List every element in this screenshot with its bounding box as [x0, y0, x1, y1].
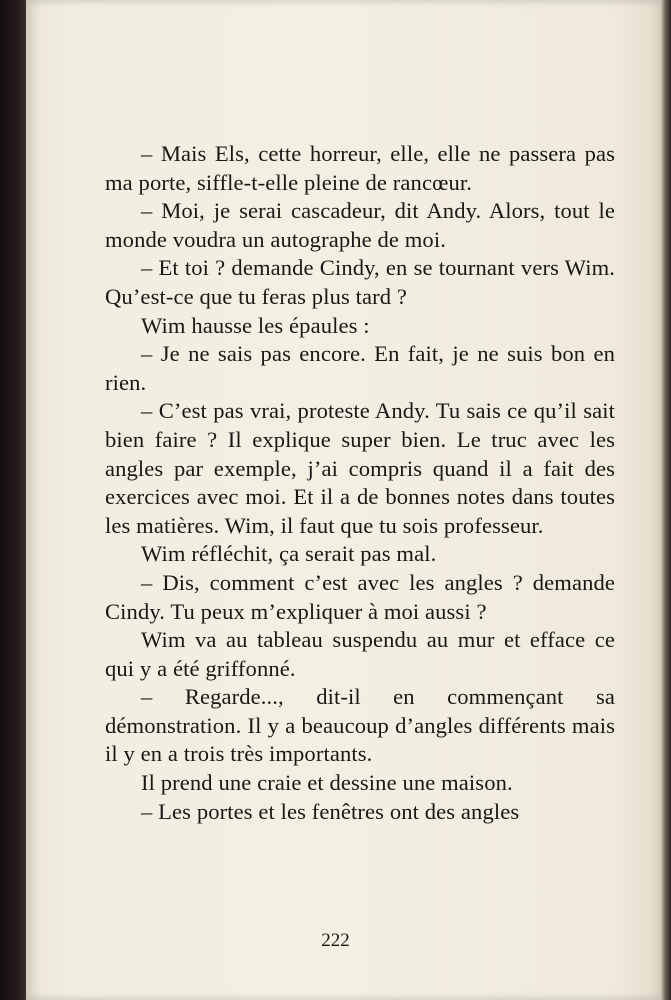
paragraph: Il prend une craie et dessine une maison.	[141, 770, 513, 796]
paragraph: Wim hausse les épaules :	[141, 312, 370, 338]
page-edge	[661, 0, 671, 1000]
page-body-text	[105, 140, 615, 826]
paragraph: – C’est pas vrai, proteste Andy. Tu sais ce qu’il sait bien faire ? Il explique super bien. Le truc avec les angles par exemple, j’ai compris quand il a fait des exercices avec moi. Et il a de bonnes notes dans toutes les matières. Wim, il faut que tu sois professeur.	[105, 398, 615, 538]
paragraph: – Et toi ? demande Cindy, en se tournant vers Wim. Qu’est-ce que tu feras plus tard ?	[105, 255, 615, 309]
paragraph: – Je ne sais pas encore. En fait, je ne suis bon en rien.	[105, 341, 615, 395]
paragraph: Wim va au tableau suspendu au mur et efface ce qui y a été griffonné.	[105, 627, 615, 681]
paragraph: – Dis, comment c’est avec les angles ? demande Cindy. Tu peux m’expliquer à moi aussi ?	[105, 569, 615, 624]
page-number: 222	[321, 930, 350, 951]
paragraph: – Regarde..., dit-il en commençant sa démonstration. Il y a beaucoup d’angles différents mais il y en a trois très importants.	[105, 684, 615, 767]
paragraph: – Mais Els, cette horreur, elle, elle ne passera pas ma porte, siffle-t-elle pleine de rancœur.	[105, 141, 615, 195]
paragraph: – Moi, je serai cascadeur, dit Andy. Alors, tout le monde voudra un autographe de moi.	[105, 198, 615, 252]
book-spine-shadow	[0, 0, 26, 1000]
paragraph: – Les portes et les fenêtres ont des angles	[141, 798, 520, 824]
paragraph: Wim réfléchit, ça serait pas mal.	[141, 541, 437, 567]
